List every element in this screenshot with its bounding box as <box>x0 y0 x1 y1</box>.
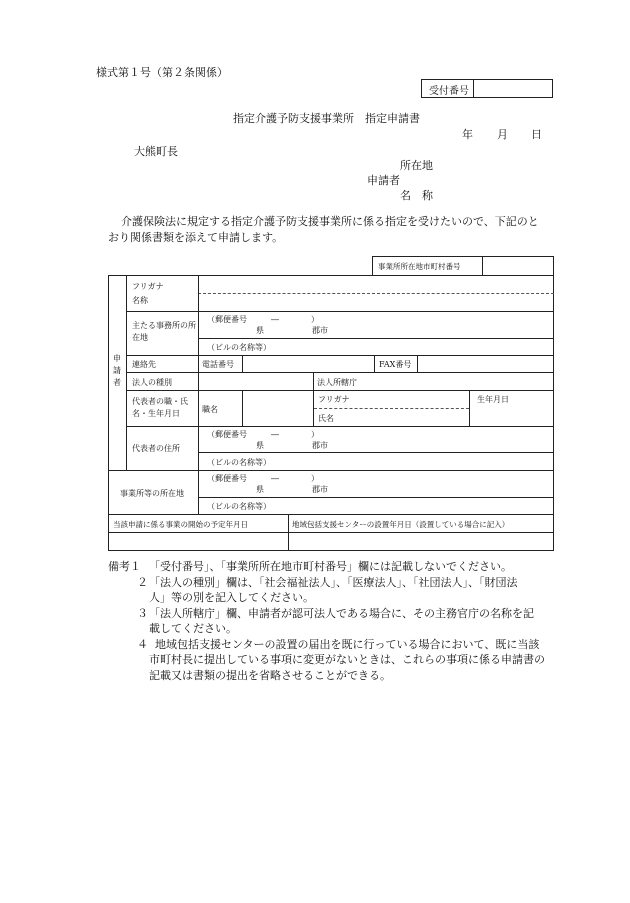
applicant-group-label: 申請者 <box>113 354 121 387</box>
document-title: 指定介護予防支援事業所 指定申請書 <box>233 112 420 125</box>
note-1-number: 備考１ <box>108 560 141 573</box>
note-2-line-2: 人」等の別を記入してください。 <box>149 591 314 604</box>
name-field[interactable] <box>200 295 550 310</box>
applicant-address-label: 所在地 <box>400 159 433 172</box>
office-postal-label: （郵便番号 ― ） <box>207 474 319 483</box>
rep-address-building-label: （ビルの名称等） <box>207 458 271 467</box>
main-office-building-label: （ビルの名称等） <box>207 343 271 352</box>
main-office-district-label: 郡市 <box>312 326 328 335</box>
position-field[interactable] <box>244 392 310 424</box>
note-3-line-2: 載してください。 <box>149 622 237 635</box>
corp-authority-label: 法人所轄庁 <box>317 378 357 387</box>
note-1-line-1: 「受付番号」、「事業所所在地市町村番号」欄には記載しないでください。 <box>149 560 512 573</box>
name-label: 名称 <box>132 296 148 305</box>
office-prefecture-label: 県 <box>256 485 264 494</box>
note-4-line-2: 市町村長に提出している事項に変更がないときは、これらの事項に係る申請書の <box>149 653 545 666</box>
note-3-number: ３ <box>137 607 148 620</box>
office-location-label: 事業所等の所在地 <box>120 489 184 498</box>
rep-address-postal-label: （郵便番号 ― ） <box>207 430 319 439</box>
office-building-label: （ビルの名称等） <box>207 502 271 511</box>
intro-line-1: 介護保険法に規定する指定介護予防支援事業所に係る指定を受けたいので、下記のと <box>121 215 539 228</box>
main-office-postal-label: （郵便番号 ― ） <box>207 315 319 324</box>
furigana-field[interactable] <box>200 278 550 292</box>
intro-line-2: おり関係書類を添えて申請します。 <box>108 231 284 244</box>
fax-field[interactable] <box>419 357 551 371</box>
rep-address-label: 代表者の住所 <box>132 444 180 453</box>
furigana-label: フリガナ <box>132 282 164 291</box>
note-4-number: ４ <box>137 638 148 651</box>
receipt-number-label: 受付番号 <box>429 86 469 97</box>
note-2-line-1: 「法人の種別」欄は、「社会福祉法人」、「医療法人」、「社団法人」、「財団法 <box>149 576 518 589</box>
addressee: 大熊町長 <box>134 145 178 158</box>
municipality-code-label: 事業所所在地市町村番号 <box>378 262 461 271</box>
start-date-field[interactable] <box>110 534 286 549</box>
municipality-code-field[interactable] <box>485 258 551 273</box>
note-2-number: ２ <box>137 576 148 589</box>
receipt-divider <box>473 79 474 98</box>
phone-field[interactable] <box>244 357 372 371</box>
rep-name-field[interactable] <box>345 410 465 424</box>
date-day-label: 日 <box>531 128 542 141</box>
corp-type-label: 法人の種別 <box>132 378 172 387</box>
rep-info-label: 代表者の職・氏名・生年月日 <box>132 397 188 418</box>
applicant-role-label: 申請者 <box>367 174 400 187</box>
start-date-label: 当該申請に係る事業の開始の予定年月日 <box>113 520 248 529</box>
rep-furigana-label: フリガナ <box>318 395 350 404</box>
fax-label: FAX番号 <box>379 360 412 369</box>
corp-authority-field[interactable] <box>376 374 551 388</box>
date-month-label: 月 <box>497 128 508 141</box>
date-year-label: 年 <box>462 128 473 141</box>
birthdate-field[interactable] <box>472 406 550 424</box>
birthdate-label: 生年月日 <box>477 395 509 404</box>
office-district-label: 郡市 <box>312 485 328 494</box>
position-label: 職名 <box>202 405 218 414</box>
note-3-line-1: 「法人所轄庁」欄、申請者が認可法人である場合に、その主務官庁の名称を記 <box>149 607 534 620</box>
center-date-field[interactable] <box>290 534 551 549</box>
receipt-number-field[interactable] <box>478 82 548 96</box>
corp-type-field[interactable] <box>200 374 310 388</box>
phone-label: 電話番号 <box>202 360 234 369</box>
rep-address-prefecture-label: 県 <box>256 441 264 450</box>
main-office-prefecture-label: 県 <box>256 326 264 335</box>
applicant-name-label: 名 称 <box>400 189 433 202</box>
rep-address-district-label: 郡市 <box>312 441 328 450</box>
contact-label: 連絡先 <box>132 360 156 369</box>
form-number: 様式第１号（第２条関係） <box>96 66 228 79</box>
center-date-label: 地域包括支援センターの設置年月日（設置している場合に記入） <box>292 520 510 529</box>
note-4-line-1: 地域包括支援センターの設置の届出を既に行っている場合において、既に当該 <box>155 638 540 651</box>
note-4-line-3: 記載又は書類の提出を省略させることができる。 <box>149 669 391 682</box>
main-office-label: 主たる事務所の所在地 <box>132 321 196 342</box>
rep-name-label: 氏名 <box>318 414 334 423</box>
